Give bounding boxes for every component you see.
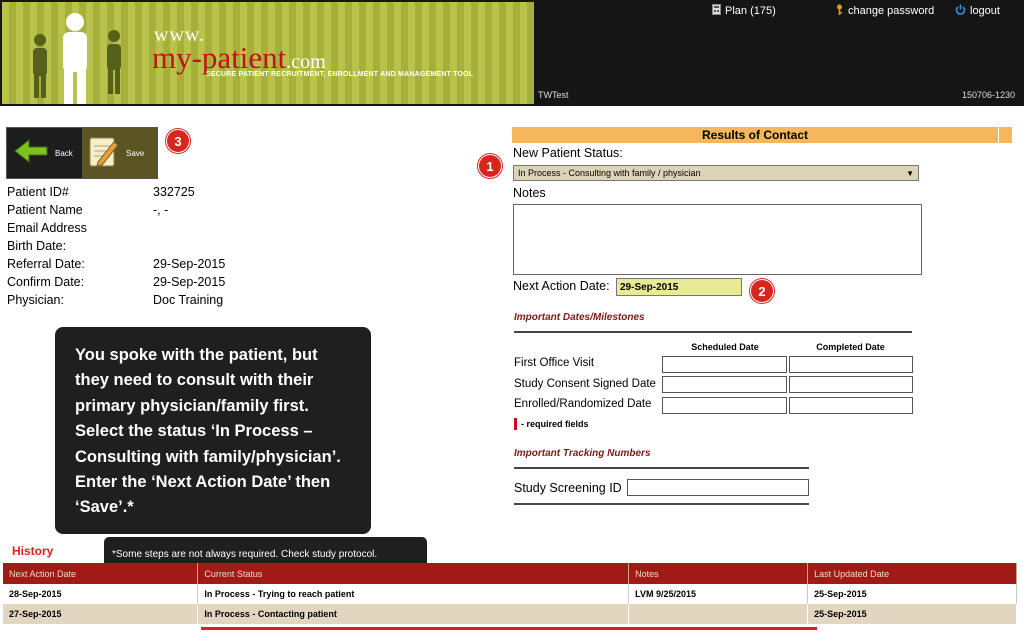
milestones-section-title: Important Dates/Milestones [514, 312, 645, 323]
birth-date-label: Birth Date: [7, 239, 67, 253]
site-www-text: www. [154, 24, 206, 46]
change-password-label: change password [848, 4, 935, 17]
instruction-footnote: *Some steps are not always required. Check study protocol. [104, 537, 427, 571]
calculator-icon [712, 4, 721, 18]
history-col-current-status[interactable]: Current Status [198, 563, 629, 584]
action-toolbar [6, 127, 158, 179]
email-value [153, 219, 307, 237]
patient-name-label: Patient Name [7, 203, 83, 217]
step-marker-1: 1 [478, 154, 502, 178]
study-screening-id-label: Study Screening ID [514, 481, 622, 495]
plan-link-label: Plan (175) [725, 4, 776, 17]
logout-link[interactable] [955, 3, 1000, 18]
step-marker-2: 2 [750, 279, 774, 303]
study-screening-id-input[interactable] [627, 479, 809, 496]
step-marker-3: 3 [166, 129, 190, 153]
physician-row [7, 291, 307, 309]
site-name-text: my-patient.com [152, 40, 326, 75]
dropdown-arrow-icon: ▼ [906, 168, 914, 178]
referral-date-row [7, 255, 307, 273]
history-cell: 25-Sep-2015 [808, 584, 1017, 604]
results-header-cap [999, 127, 1012, 143]
history-highlight-underline [201, 627, 817, 630]
table-row[interactable] [3, 604, 1017, 624]
back-button[interactable] [7, 128, 82, 178]
back-button-label: Back [55, 148, 73, 158]
change-password-link[interactable] [835, 3, 934, 18]
back-arrow-icon [13, 138, 49, 169]
new-patient-status-label: New Patient Status: [513, 146, 623, 160]
table-row[interactable] [3, 584, 1017, 604]
notes-textarea[interactable] [513, 204, 922, 275]
next-action-date-label: Next Action Date: [513, 279, 610, 293]
tracking-divider-top [514, 467, 809, 469]
first-office-visit-scheduled-input[interactable] [662, 356, 787, 373]
history-col-last-updated[interactable]: Last Updated Date [808, 563, 1017, 584]
logout-label: logout [970, 4, 1000, 17]
first-office-visit-completed-input[interactable] [789, 356, 913, 373]
history-cell: 25-Sep-2015 [808, 604, 1017, 624]
required-fields-note [514, 418, 589, 430]
site-banner [2, 2, 534, 104]
people-silhouettes-logo [2, 2, 142, 104]
consent-signed-label: Study Consent Signed Date [514, 378, 656, 390]
confirm-date-value: 29-Sep-2015 [153, 275, 226, 289]
first-office-visit-label: First Office Visit [514, 357, 595, 369]
status-select-value: In Process - Consulting with family / physician [518, 168, 701, 178]
power-icon [955, 4, 966, 18]
key-icon [835, 4, 844, 18]
birth-date-row [7, 237, 307, 255]
consent-signed-scheduled-input[interactable] [662, 376, 787, 393]
site-tagline: SECURE PATIENT RECRUITMENT, ENROLLMENT AND MANAGEMENT TOOL [206, 71, 474, 78]
plan-link[interactable] [712, 3, 776, 18]
physician-label: Physician: [7, 293, 64, 307]
version-label: 150706-1230 [961, 90, 1015, 100]
enrolled-scheduled-input[interactable] [662, 397, 787, 414]
consent-signed-completed-input[interactable] [789, 376, 913, 393]
history-table [3, 563, 1017, 624]
history-header-row [3, 563, 1017, 584]
history-title: History [12, 544, 54, 558]
instruction-callout: You spoke with the patient, but they need to consult with their primary physician/family first. Select the status ‘In Process – Consulting with family/physician’. Enter the ‘Next Action Date’ then ‘Save’.* [55, 327, 371, 534]
save-button-label: Save [126, 148, 145, 158]
notes-label: Notes [513, 186, 546, 200]
patient-info-panel [7, 183, 307, 309]
referral-date-label: Referral Date: [7, 257, 85, 271]
history-cell: In Process - Trying to reach patient [198, 584, 629, 604]
required-marker [514, 418, 517, 430]
history-cell [629, 604, 808, 624]
email-row [7, 219, 307, 237]
physician-value: Doc Training [153, 293, 224, 307]
notepad-pencil-icon [88, 134, 120, 173]
history-cell: In Process - Contacting patient [198, 604, 629, 624]
history-col-notes[interactable]: Notes [629, 563, 808, 584]
referral-date-value: 29-Sep-2015 [153, 257, 226, 271]
enrolled-completed-input[interactable] [789, 397, 913, 414]
patient-name-value: -, - [153, 203, 169, 217]
patient-id-label: Patient ID# [7, 185, 69, 199]
tracking-divider-bottom [514, 503, 809, 505]
history-cell: LVM 9/25/2015 [629, 584, 808, 604]
patient-id-row [7, 183, 307, 201]
new-patient-status-select[interactable] [513, 165, 919, 181]
patient-id-value: 332725 [153, 185, 195, 199]
confirm-date-label: Confirm Date: [7, 275, 85, 289]
current-user-label: TWTest [538, 90, 569, 100]
confirm-date-row [7, 273, 307, 291]
enrolled-randomized-label: Enrolled/Randomized Date [514, 398, 652, 410]
history-cell: 27-Sep-2015 [3, 604, 198, 624]
save-button[interactable] [82, 128, 157, 178]
milestones-divider [514, 331, 912, 333]
required-fields-text: - required fields [521, 419, 589, 429]
results-of-contact-header: Results of Contact [512, 127, 998, 143]
app-header [0, 0, 1024, 106]
completed-date-column-header: Completed Date [816, 342, 885, 352]
birth-date-value [153, 237, 307, 255]
email-label: Email Address [7, 221, 87, 235]
history-col-next-action[interactable]: Next Action Date [3, 563, 198, 584]
tracking-section-title: Important Tracking Numbers [514, 448, 651, 459]
scheduled-date-column-header: Scheduled Date [691, 342, 759, 352]
patient-name-row [7, 201, 307, 219]
next-action-date-input[interactable] [616, 278, 742, 296]
history-cell: 28-Sep-2015 [3, 584, 198, 604]
